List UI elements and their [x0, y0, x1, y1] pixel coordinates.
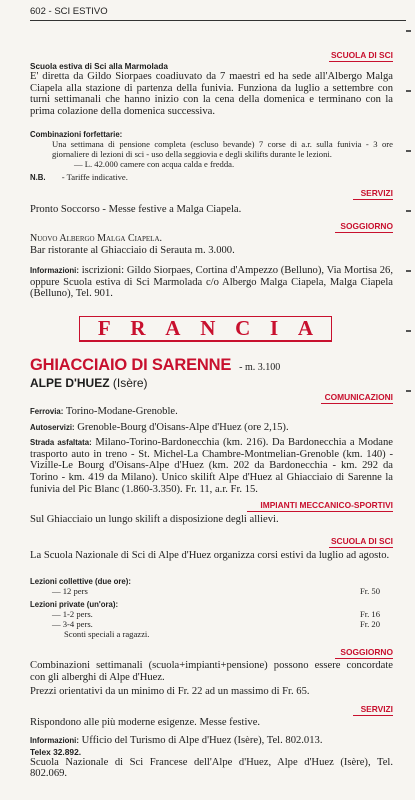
marmolada-body: E' diretta da Gildo Siorpaes coadiuvato da 7 maestri ed ha sede all'Albergo Malga Ciapela alla stazione di partenza della funivia. Funziona da luglio a settembre con turni settimanali che hanno inizio con la cena della domenica e terminano con la prima colazione della domenica successiva. [30, 71, 393, 117]
edge-mark [406, 330, 411, 332]
telex-text: Telex 32.892. [30, 746, 82, 757]
informazioni-block-1 [30, 265, 393, 300]
sarenne-subtitle-normal: (Isère) [112, 376, 148, 390]
collettive-label: Lezioni collettive (due ore): [30, 577, 131, 586]
sarenne-title: GHIACCIAIO DI SARENNE [30, 356, 232, 374]
marmolada-title: Scuola estiva di Sci alla Marmolada [30, 62, 168, 71]
price-row-value: Fr. 20 [359, 619, 380, 629]
section-title: SCI ESTIVO [54, 6, 108, 17]
comunicazioni-block [30, 406, 393, 495]
soggiorno-text-1: Combinazioni settimanali (scuola+impianti+pensione) possono essere concordate con gli alberghi di Alpe d'Huez. [30, 660, 393, 683]
marmolada-block [30, 62, 393, 117]
price-row [30, 619, 402, 629]
heading-soggiorno-1: SOGGIORNO [340, 221, 393, 231]
price-row-value: Fr. 16 [359, 609, 380, 619]
informazioni-block-2 [30, 735, 393, 780]
ferrovia-text: Torino-Modane-Grenoble. [65, 406, 178, 417]
scuola-text: La Scuola Nazionale di Sci di Alpe d'Huez organizza corsi estivi da luglio ad agosto. [30, 550, 390, 561]
info-label-1: Informazioni: [30, 266, 79, 275]
edge-mark [406, 270, 411, 272]
edge-mark [406, 90, 411, 92]
combinazioni-block [30, 130, 393, 183]
heading-rule [335, 658, 393, 659]
heading-scuola-di-sci-2: SCUOLA DI SCI [330, 536, 393, 546]
info-label-2: Informazioni: [30, 736, 79, 745]
heading-rule [247, 511, 393, 512]
private-label: Lezioni private (un'ora): [30, 600, 119, 609]
autoservizi-text: Grenoble-Bourg d'Oisans-Alpe d'Huez (ore 2,15). [77, 421, 289, 433]
servizi-text-1: Pronto Soccorso - Messe festive a Malga Ciapela. [30, 204, 242, 215]
header-rule [30, 20, 406, 21]
banner-letter: N [200, 316, 216, 340]
price-row [30, 586, 402, 596]
price-row [30, 609, 402, 619]
lezioni-block [30, 577, 402, 639]
info-text-3: Scuola Nazionale di Sci Francese dell'Alpe d'Huez, Alpe d'Huez (Isère), Tel. 802.069. [30, 756, 393, 780]
banner-letter: I [269, 316, 279, 340]
heading-impianti: IMPIANTI MECCANICO-SPORTIVI [260, 500, 393, 510]
heading-rule [353, 199, 393, 200]
page-number: 602 [30, 6, 46, 17]
autoservizi-label: Autoservizi: [30, 422, 75, 432]
info-text-1: iscrizioni: Gildo Siorpaes, Cortina d'Ampezzo (Belluno), Via Mortisa 26, oppure Scuola estiva di Sci Marmolada c/o Albergo Malga Ciapela, Malga Ciapela (Belluno), Tel. 901. [30, 265, 393, 300]
heading-scuola-di-sci-1: SCUOLA DI SCI [330, 50, 393, 60]
price-row-label: — 3-4 pers. [52, 619, 93, 629]
soggiorno-line1: Nuovo Albergo Malga Ciapela. [30, 233, 163, 244]
soggiorno-line2: Bar ristorante al Ghiacciaio di Serauta m. 3.000. [30, 244, 235, 256]
sarenne-altitude: - m. 3.100 [239, 362, 281, 373]
combinazioni-text: Una settimana di pensione completa (escluso bevande) 7 corse di a.r. sulla funivia - 3 ore giornaliere di lezioni di sci - uso della seggiovia e degli skilifts durante le lezioni. [52, 139, 393, 159]
soggiorno-block-1 [30, 233, 393, 256]
ferrovia-label: Ferrovia: [30, 407, 64, 416]
edge-mark [406, 390, 411, 392]
banner-letter: A [165, 316, 181, 340]
banner-letter: A [297, 316, 314, 340]
heading-rule [329, 547, 393, 548]
francia-banner [79, 316, 332, 342]
info-text-2: Ufficio del Turismo di Alpe d'Huez (Isère), Tel. 802.013. [81, 735, 323, 746]
heading-soggiorno-2: SOGGIORNO [340, 647, 393, 657]
sconti-text: Sconti speciali a ragazzi. [64, 629, 150, 639]
heading-servizi-2: SERVIZI [360, 704, 393, 714]
banner-letter: F [97, 316, 111, 340]
sarenne-title-row [30, 356, 400, 375]
soggiorno-block-2 [30, 660, 393, 698]
edge-mark [406, 30, 411, 32]
impianti-text: Sul Ghiacciaio un lungo skilift a disposizione degli allievi. [30, 514, 279, 525]
edge-mark [406, 150, 411, 152]
edge-mark [406, 210, 411, 212]
heading-rule [353, 715, 393, 716]
nb-label: N.B. [30, 173, 46, 182]
strada-text: Milano-Torino-Bardonecchia (km. 216). Da Bardonecchia a Modane trasporto auto in treno - St. Michel-La Chambre-Montmelian-Grenoble (km. 140) - Vizille-Le Bourg d'Oisans-Alpe d'Huez (km. 202 da Bardonecchia - km. 292 da Torino - km. 419 da Milano). Unico skilift Alpe d'Huez al Ghiacciaio di Sarenne la funivia del Pic Blanc (1.860-3.350). Fr. 11, a.r. Fr. 15. [30, 437, 393, 495]
heading-rule [321, 403, 393, 404]
price-row-value: Fr. 50 [359, 586, 380, 596]
price-line: — L. 42.000 camere con acqua calda e fredda. [74, 159, 235, 169]
banner-letter: R [130, 316, 146, 340]
strada-label: Strada asfaltata: [30, 438, 92, 448]
heading-servizi-1: SERVIZI [360, 188, 393, 198]
servizi-text-2: Rispondono alle più moderne esigenze. Messe festive. [30, 717, 261, 728]
price-row-label: — 12 pers [52, 586, 88, 596]
nb-text: - Tariffe indicative. [61, 172, 128, 182]
price-row-label: — 1-2 pers. [52, 609, 93, 619]
soggiorno-text-2: Prezzi orientativi da un minimo di Fr. 22 ad un massimo di Fr. 65. [30, 686, 310, 698]
running-header: 602 - SCI ESTIVO [30, 6, 108, 17]
sarenne-subtitle [30, 376, 148, 390]
heading-comunicazioni: COMUNICAZIONI [324, 392, 393, 402]
combinazioni-label: Combinazioni forfettarie: [30, 130, 123, 139]
banner-letter: C [235, 316, 251, 340]
sarenne-subtitle-bold: ALPE D'HUEZ [30, 376, 110, 390]
